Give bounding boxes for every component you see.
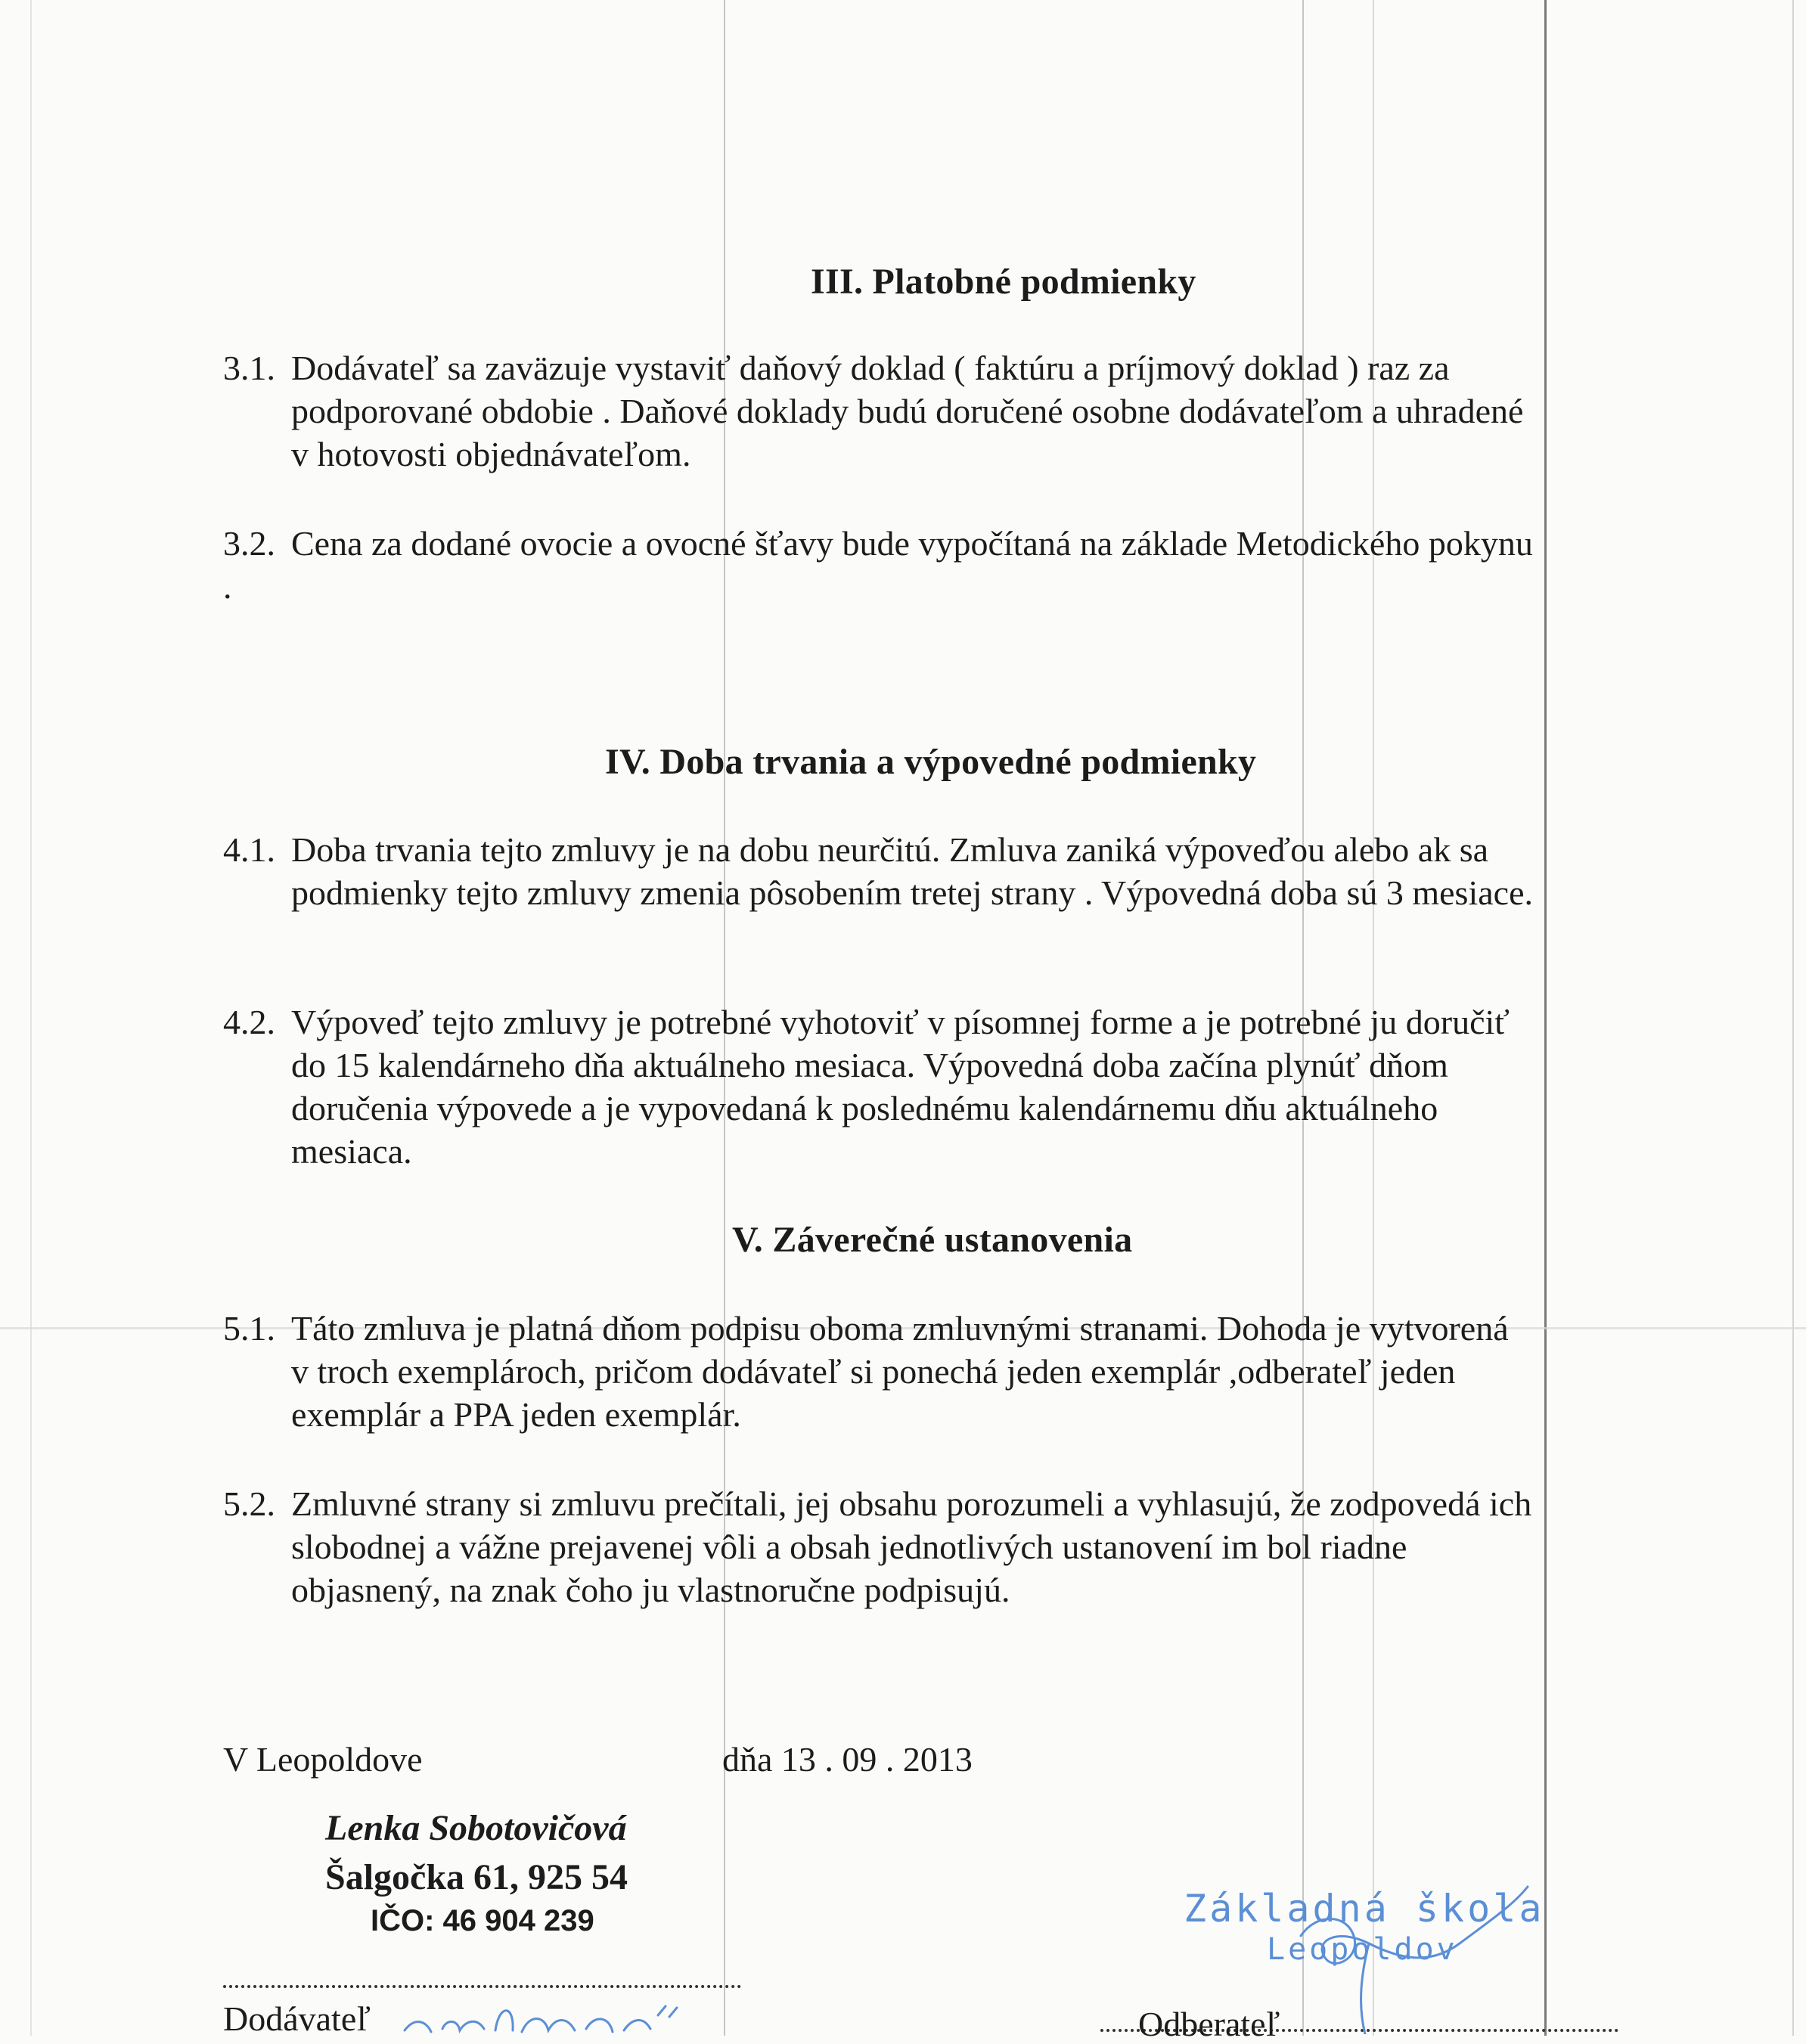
signing-place: V Leopoldove: [223, 1740, 423, 1779]
clause-4-1: [223, 828, 1660, 914]
supplier-stamp-address: Šalgočka 61, 925 54: [325, 1857, 628, 1897]
clause-number: 4.1.: [223, 830, 275, 869]
customer-label: Odberateľ: [1138, 2005, 1280, 2043]
clause-number: 3.1.: [223, 349, 275, 387]
scan-line: [30, 0, 32, 2036]
clause-line: objasnený, na znak čoho ju vlastnoručne podpisujú.: [291, 1571, 1010, 1609]
clause-line: mesiaca.: [291, 1132, 412, 1171]
clause-line: Dodávateľ sa zaväzuje vystaviť daňový doklad ( faktúru a príjmový doklad ) raz za: [291, 349, 1450, 387]
clause-line: slobodnej a vážne prejavenej vôli a obsah jednotlivých ustanovení im bol riadne: [291, 1528, 1407, 1566]
clause-line: podporované obdobie . Daňové doklady budú doručené osobne dodávateľom a uhradené: [291, 392, 1524, 430]
supplier-signature-line: [223, 1985, 741, 1988]
clause-line: v hotovosti objednávateľom.: [291, 435, 691, 473]
clause-line: doručenia výpovede a je vypovedaná k poslednému kalendárnemu dňu aktuálneho: [291, 1089, 1438, 1127]
section-heading-4: IV. Doba trvania a výpovedné podmienky: [605, 742, 1257, 782]
section-heading-3: III. Platobné podmienky: [811, 262, 1196, 302]
section-heading-5: V. Záverečné ustanovenia: [732, 1220, 1133, 1260]
clause-3-1: [223, 346, 1660, 476]
clause-line: Cena za dodané ovocie a ovocné šťavy bude vypočítaná na základe Metodického pokynu: [291, 524, 1533, 563]
clause-number: 5.2.: [223, 1484, 275, 1523]
clause-line: podmienky tejto zmluvy zmenia pôsobením tretej strany . Výpovedná doba sú 3 mesiace.: [291, 873, 1533, 912]
clause-trailing-dot: .: [223, 567, 232, 606]
school-stamp-line2: Leopoldov: [1267, 1932, 1458, 1967]
clause-number: 5.1.: [223, 1309, 275, 1348]
scan-line: [1792, 0, 1794, 2036]
customer-signature: [1286, 1883, 1543, 2034]
clause-number: 4.2.: [223, 1003, 275, 1041]
clause-line: Táto zmluva je platná dňom podpisu oboma zmluvnými stranami. Dohoda je vytvorená: [291, 1309, 1509, 1348]
clause-4-2: [223, 1000, 1660, 1173]
clause-5-1: [223, 1307, 1660, 1436]
clause-line: v troch exemplároch, pričom dodávateľ si ponechá jeden exemplár ,odberateľ jeden: [291, 1352, 1456, 1391]
clause-line: exemplár a PPA jeden exemplár.: [291, 1395, 741, 1434]
clause-3-2: [223, 522, 1660, 608]
supplier-stamp-name: Lenka Sobotovičová: [325, 1808, 627, 1848]
clause-line: Doba trvania tejto zmluvy je na dobu neurčitú. Zmluva zaniká výpoveďou alebo ak sa: [291, 830, 1489, 869]
clause-line: Zmluvné strany si zmluvu prečítali, jej obsahu porozumeli a vyhlasujú, že zodpovedá ich: [291, 1484, 1532, 1523]
school-stamp-line1: Základná škola: [1184, 1887, 1545, 1931]
signing-date: dňa 13 . 09 . 2013: [722, 1740, 973, 1779]
clause-5-2: [223, 1482, 1660, 1611]
clause-line: Výpoveď tejto zmluvy je potrebné vyhotoviť v písomnej forme a je potrebné ju doručiť: [291, 1003, 1510, 1041]
clause-line: do 15 kalendárneho dňa aktuálneho mesiaca. Výpovedná doba začína plynúť dňom: [291, 1046, 1448, 1084]
supplier-signature: [401, 2000, 688, 2036]
clause-number: 3.2.: [223, 524, 275, 563]
supplier-label: Dodávateľ: [223, 1999, 371, 2038]
supplier-stamp-ico: IČO: 46 904 239: [371, 1904, 594, 1937]
